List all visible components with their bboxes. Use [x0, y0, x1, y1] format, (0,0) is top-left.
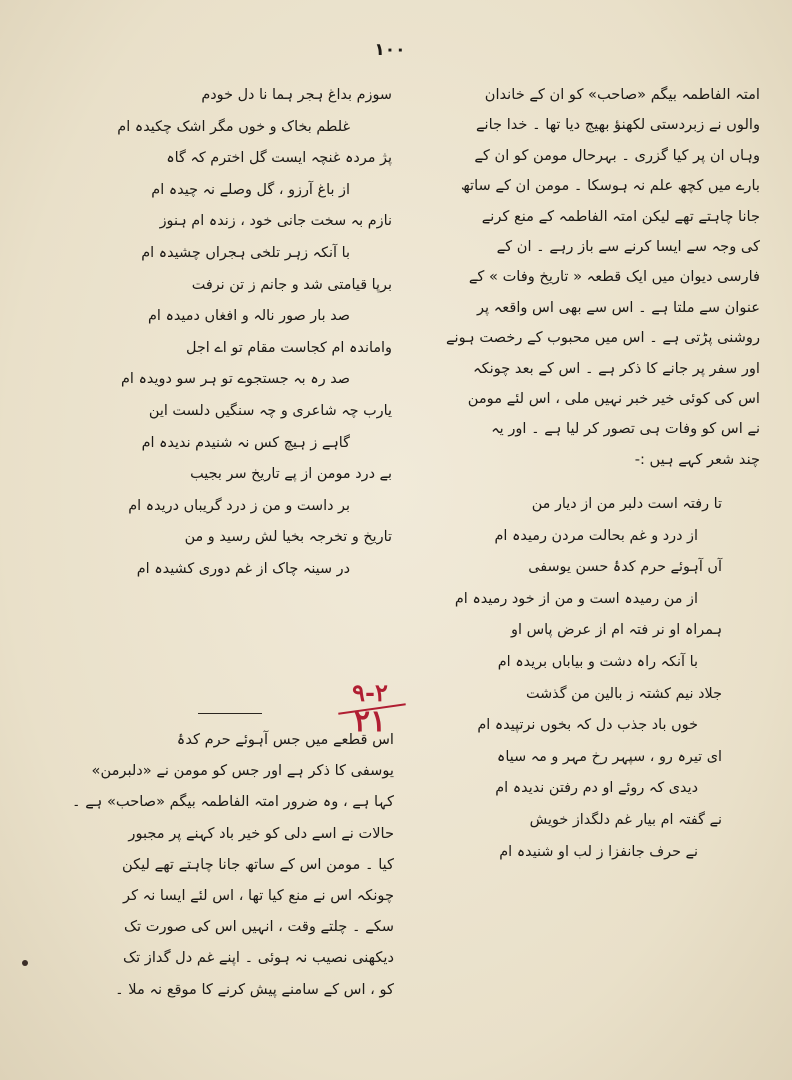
right-verse-line: خوں باد جذب دل کہ بخوں نرتپیدہ ام	[477, 717, 698, 734]
left-verse-line: بے درد مومن از پے تاریخ سر بجیب	[190, 466, 392, 483]
left-verse-line: با آنکہ زہر تلخی ہجراں چشیدہ ام	[141, 244, 350, 261]
right-prose-line: جانا چاہتے تھے لیکن امتہ الفاطمہ کے منع کرنے	[481, 207, 760, 225]
left-prose-line: اس قطعے میں جس آہوئے حرم کدۂ	[176, 731, 394, 748]
left-verse-line: برپا قیامتی شد و جانم ز تن نرفت	[191, 276, 392, 293]
left-prose-line: کو ، اس کے سامنے پیش کرنے کا موقع نہ ملا ۔	[115, 980, 394, 998]
right-prose-line: امتہ الفاطمہ بیگم «صاحب» کو ان کے خاندان	[484, 86, 760, 103]
left-verse-line: از باغ آرزو ، گل وصلے نہ چیدہ ام	[151, 181, 350, 198]
right-verse-line: از درد و غم بحالت مردن رمیدہ ام	[494, 527, 698, 544]
left-prose-line: کہا ہے ، وہ ضرور امتہ الفاطمہ بیگم «صاحب» ہے ۔	[72, 793, 394, 811]
right-prose-line: بارے میں کچھ علم نہ ہوسکا ۔ مومن ان کے ساتھ	[460, 177, 760, 195]
left-verse-line: در سینہ چاک از غم دوری کشیدہ ام	[136, 560, 350, 577]
ink-speck	[22, 960, 28, 966]
annotation-bottom: ۲۱	[353, 704, 387, 739]
right-verse-line: از من رمیدہ است و من از خود رمیدہ ام	[454, 590, 698, 607]
left-verse-line: پژ مردہ غنچہ ایست گل اخترم کہ گاہ	[166, 150, 392, 167]
right-column	[400, 80, 760, 868]
left-verse-line: واماندہ ام کجاست مقام تو اے اجل	[185, 339, 392, 356]
right-verse-line: نے گفتہ ام بیار غم دلگداز خویش	[529, 812, 722, 829]
left-prose-line: سکے ۔ چلتے وقت ، انہیں اس کی صورت تک	[123, 918, 394, 936]
right-prose-line: نے اس کو وفات ہی تصور کر لیا ہے ۔ اور یہ	[491, 420, 760, 438]
left-verse-line: بر داست و من ز درد گریباں دریدہ ام	[128, 497, 350, 514]
right-prose-line: روشنی پڑتی ہے ۔ اس میں محبوب کے رخصت ہونے	[445, 329, 760, 347]
left-verse-line: نازم بہ سخت جانی خود ، زندہ ام ہنوز	[159, 213, 392, 230]
right-prose-line: چند شعر کہے ہیں :-	[634, 450, 760, 468]
left-verse-line: گاہے ز ہیچ کس نہ شنیدم ندیدہ ام	[141, 434, 350, 451]
left-verse-line: سوزم بداغ ہجر ہما نا دل خودم	[201, 87, 392, 103]
section-divider	[198, 713, 262, 714]
right-verse-line: جلاد نیم کشتہ ز بالین من گذشت	[525, 685, 722, 702]
left-verse-line: یارب چہ شاعری و چہ سنگیں دلست این	[148, 402, 392, 419]
left-prose-line: چونکہ اس نے منع کیا تھا ، اس لئے ایسا نہ کر	[123, 886, 394, 904]
right-prose-line: کی وجہ سے ایسا کرنے سے باز رہے ۔ ان کے	[496, 237, 760, 255]
left-verse-line: صد رہ بہ جستجوے تو ہر سو دویدہ ام	[121, 371, 350, 388]
right-verse-line: دیدی کہ روئے او دم رفتن ندیدہ ام	[495, 780, 698, 797]
annotation-top: ۹-۲	[352, 678, 388, 707]
right-prose-line: عنوان سے ملتا ہے ۔ اس سے بھی اس واقعہ پر	[477, 298, 760, 316]
right-prose-line: والوں نے زبردستی لکھنؤ بھیج دیا تھا ۔ خدا جانے	[475, 116, 760, 134]
left-prose-line: حالات نے اسے دلی کو خیر باد کہنے پر مجبور	[128, 824, 394, 842]
right-verse-line: ای تیرہ رو ، سپہر رخ مہر و مہ سیاہ	[496, 748, 722, 765]
right-verse-line: تا رفتہ است دلبر من از دیار من	[531, 496, 722, 513]
right-verse-line: ہمراہ او نر فتہ ام از عرض پاس او	[511, 622, 722, 639]
left-prose-line: کیا ۔ مومن اس کے ساتھ جانا چاہتے تھے لیکن	[121, 855, 394, 873]
left-verse-line: غلطم بخاک و خوں مگر اشک چکیدہ ام	[117, 118, 350, 135]
right-verse-line: با آنکہ راہ دشت و بیاباں بریدہ ام	[497, 654, 698, 671]
left-column-prose	[22, 724, 394, 1005]
handwritten-annotation	[330, 676, 410, 740]
right-prose-line: وہاں ان پر کیا گزری ۔ بہرحال مومن کو ان کے	[474, 146, 760, 164]
left-verse-line: صد بار صور نالہ و افغاں دمیدہ ام	[147, 308, 350, 325]
left-prose-line: یوسفی کا ذکر ہے اور جس کو مومن نے «دلبرمن»	[91, 762, 394, 780]
right-verse-line: نے حرف جانفزا ز لب او شنیدہ ام	[499, 843, 698, 860]
right-verse-line: آں آہوئے حرم کدۂ حسن یوسفی	[528, 559, 722, 576]
left-verse-line: تاریخ و تخرجہ بخیا لش رسید و من	[184, 529, 392, 546]
left-column-verses	[22, 80, 392, 586]
page-number: ۱۰۰	[374, 40, 406, 60]
right-prose-line: فارسی دیوان میں ایک قطعہ « تاریخ وفات » کے	[468, 268, 760, 286]
right-prose-line: اس کی کوئی خیر خبر نہیں ملی ، اس لئے مومن	[467, 389, 760, 407]
right-prose-line: اور سفر پر جانے کا ذکر ہے ۔ اس کے بعد چونکہ	[473, 359, 760, 377]
left-prose-line: دیکھنی نصیب نہ ہوئی ۔ اپنے غم دل گداز تک	[123, 949, 394, 967]
